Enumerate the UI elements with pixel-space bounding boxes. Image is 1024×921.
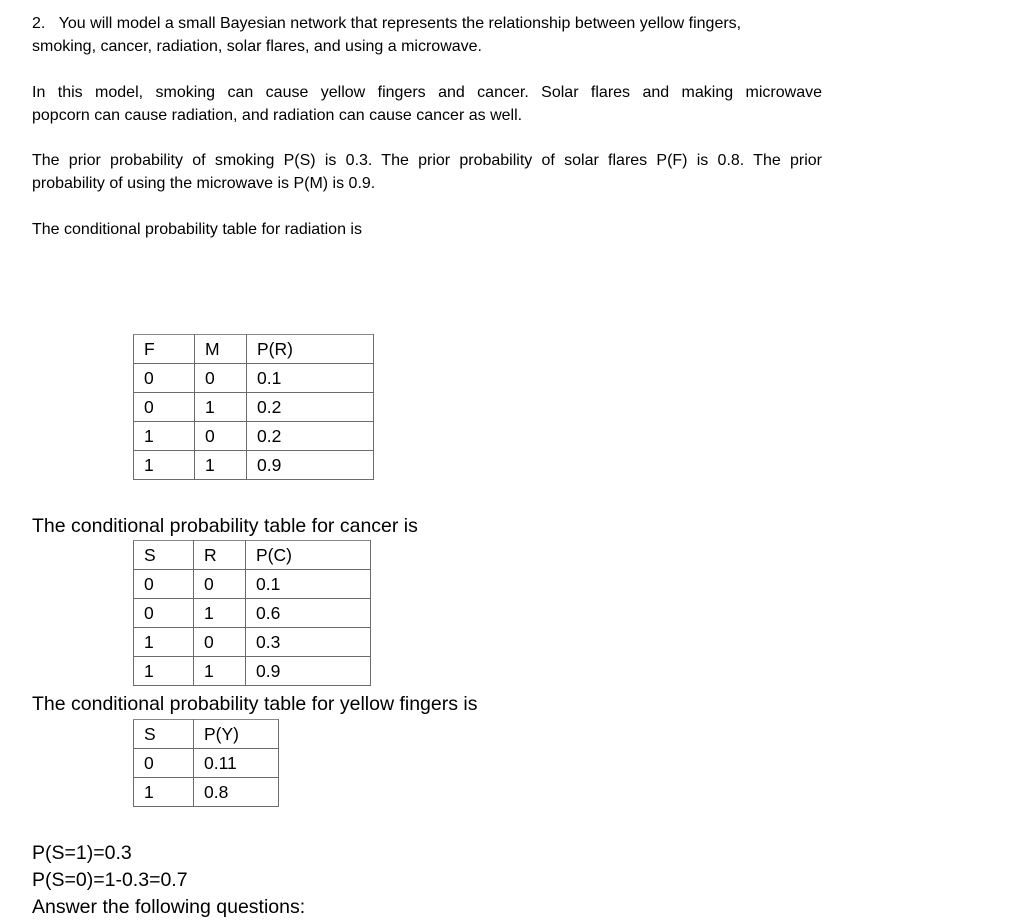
intro-line-1: 2. You will model a small Bayesian network that represents the relationship between yellow fingers, <box>32 15 742 32</box>
table-cell: 0.11 <box>194 749 279 778</box>
table-row <box>134 451 374 480</box>
table-cell: 0 <box>134 393 195 422</box>
table-cell: 0 <box>134 599 194 628</box>
table-cell: 0.9 <box>247 451 374 480</box>
table-row <box>134 628 371 657</box>
table-cell: 0.1 <box>247 364 374 393</box>
table-row <box>134 599 371 628</box>
table-cell: 0 <box>194 628 246 657</box>
header-cell: F <box>134 335 195 364</box>
table-cell: 0.3 <box>246 628 371 657</box>
prior-line-2: probability of using the microwave is P(M) is 0.9. <box>32 175 376 192</box>
yellow-fingers-table <box>133 719 279 807</box>
table-cell: 1 <box>134 628 194 657</box>
table-cell: 1 <box>134 778 194 807</box>
prior-line-1: The prior probability of smoking P(S) is 0.3. The prior probability of solar flares P(F) is 0.8. The prior <box>32 152 822 169</box>
table-cell: 0.9 <box>246 657 371 686</box>
header-cell: P(Y) <box>194 720 279 749</box>
note-line-2: P(S=0)=1-0.3=0.7 <box>32 869 188 891</box>
model-line-1: In this model, smoking can cause yellow fingers and cancer. Solar flares and making microwave <box>32 84 822 101</box>
table-cell: 1 <box>194 599 246 628</box>
table-header-row <box>134 335 374 364</box>
notes <box>32 840 832 921</box>
table-cell: 1 <box>195 393 247 422</box>
yellow-fingers-heading: The conditional probability table for yellow fingers is <box>32 693 478 715</box>
note-line-1: P(S=1)=0.3 <box>32 842 132 864</box>
table-cell: 0.2 <box>247 393 374 422</box>
table-row <box>134 364 374 393</box>
table-cell: 1 <box>134 657 194 686</box>
table-cell: 0 <box>134 570 194 599</box>
table-cell: 1 <box>134 422 195 451</box>
cancer-table <box>133 540 371 686</box>
header-cell: P(R) <box>247 335 374 364</box>
table-cell: 0 <box>194 570 246 599</box>
table-row <box>134 570 371 599</box>
table-cell: 0.1 <box>246 570 371 599</box>
question-number: 2. <box>32 15 46 32</box>
table-cell: 0 <box>195 422 247 451</box>
table-header-row <box>134 720 279 749</box>
model-line-2: popcorn can cause radiation, and radiation can cause cancer as well. <box>32 107 523 124</box>
radiation-heading: The conditional probability table for radiation is <box>32 221 362 238</box>
model-paragraph <box>32 81 822 127</box>
cancer-heading: The conditional probability table for cancer is <box>32 515 418 537</box>
table-row <box>134 393 374 422</box>
header-cell: S <box>134 720 194 749</box>
table-cell: 0 <box>134 364 195 393</box>
intro-paragraph <box>32 12 832 58</box>
table-cell: 0 <box>195 364 247 393</box>
header-cell: P(C) <box>246 541 371 570</box>
table-cell: 0 <box>134 749 194 778</box>
intro-line-2: smoking, cancer, radiation, solar flares, and using a microwave. <box>32 38 482 55</box>
table-cell: 0.8 <box>194 778 279 807</box>
table-cell: 1 <box>134 451 195 480</box>
header-cell: M <box>195 335 247 364</box>
table-cell: 0.6 <box>246 599 371 628</box>
table-row <box>134 422 374 451</box>
table-cell: 1 <box>194 657 246 686</box>
note-line-3: Answer the following questions: <box>32 896 306 918</box>
radiation-table <box>133 334 374 480</box>
table-row <box>134 778 279 807</box>
table-row <box>134 657 371 686</box>
table-cell: 1 <box>195 451 247 480</box>
prior-paragraph <box>32 149 822 195</box>
table-cell: 0.2 <box>247 422 374 451</box>
table-header-row <box>134 541 371 570</box>
header-cell: S <box>134 541 194 570</box>
table-row <box>134 749 279 778</box>
header-cell: R <box>194 541 246 570</box>
